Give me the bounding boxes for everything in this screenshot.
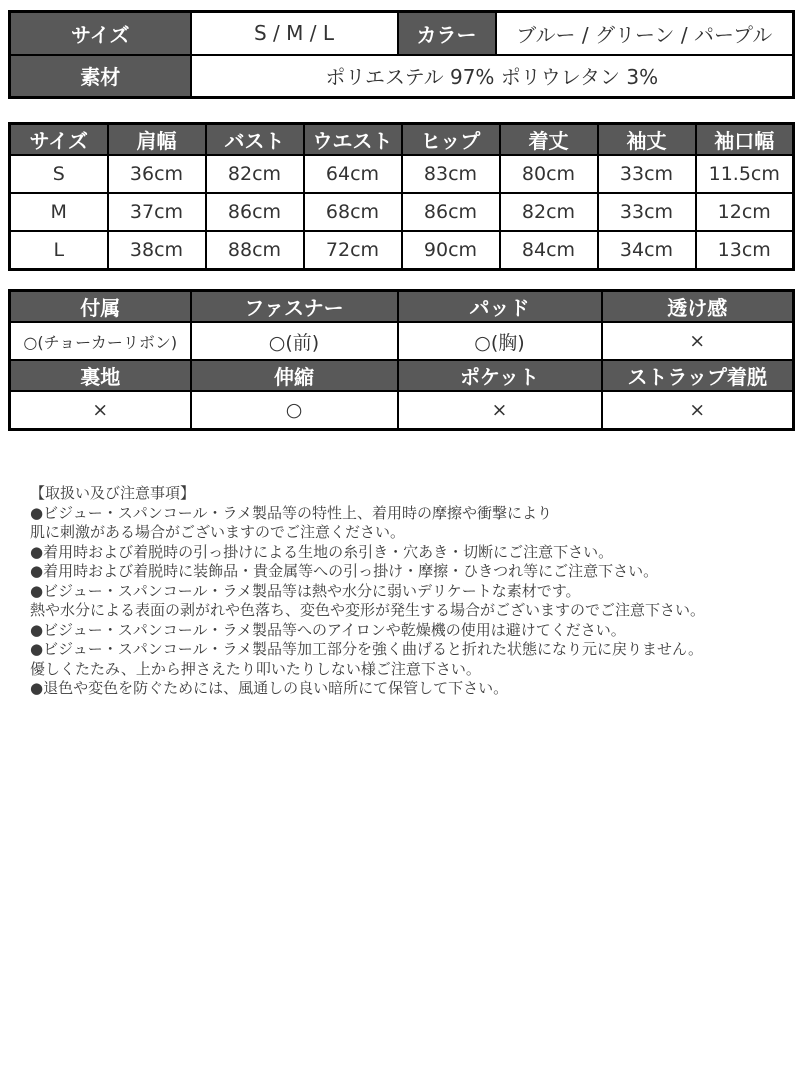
cell-s-shoulder: 36cm <box>108 155 206 193</box>
cell-l-length: 84cm <box>500 231 598 269</box>
cell-m-length: 82cm <box>500 193 598 231</box>
notes-line: 肌に刺激がある場合がございますのでご注意ください。 <box>30 523 406 541</box>
header-sheerness: 透け感 <box>602 291 794 323</box>
col-header-hip: ヒップ <box>402 124 500 156</box>
measurements-row-m <box>10 193 794 231</box>
col-header-sleeve: 袖丈 <box>598 124 696 156</box>
cell-s-bust: 82cm <box>206 155 304 193</box>
color-label: カラー <box>398 12 496 55</box>
value-sheerness: × <box>602 322 794 360</box>
header-stretch: 伸縮 <box>191 360 398 391</box>
features-table <box>8 289 795 431</box>
cell-s-cuff: 11.5cm <box>696 155 794 193</box>
cell-l-sleeve: 34cm <box>598 231 696 269</box>
value-accessory: ○(チョーカーリボン) <box>10 322 191 360</box>
material-value: ポリエステル 97% ポリウレタン 3% <box>191 55 794 98</box>
info-row-size-color <box>10 12 794 55</box>
value-fastener: ○(前) <box>191 322 398 360</box>
color-value: ブルー / グリーン / パープル <box>496 12 794 55</box>
features-header-row-2 <box>10 360 794 391</box>
notes-line: ●着用時および着脱時に装飾品・貴金属等への引っ掛け・摩擦・ひきつれ等にご注意下さい。 <box>30 562 659 580</box>
cell-m-hip: 86cm <box>402 193 500 231</box>
header-lining: 裏地 <box>10 360 191 391</box>
value-pocket: × <box>398 391 602 429</box>
cell-l-cuff: 13cm <box>696 231 794 269</box>
info-table <box>8 10 795 99</box>
notes-title: 【取扱い及び注意事項】 <box>30 484 196 502</box>
header-accessory: 付属 <box>10 291 191 323</box>
features-value-row-2 <box>10 391 794 429</box>
cell-m-waist: 68cm <box>304 193 402 231</box>
measurements-table <box>8 122 795 271</box>
cell-l-size: L <box>10 231 108 269</box>
size-label: サイズ <box>10 12 191 55</box>
header-strap: ストラップ着脱 <box>602 360 794 391</box>
col-header-shoulder: 肩幅 <box>108 124 206 156</box>
cell-m-cuff: 12cm <box>696 193 794 231</box>
cell-l-waist: 72cm <box>304 231 402 269</box>
size-value: S / M / L <box>191 12 398 55</box>
cell-m-sleeve: 33cm <box>598 193 696 231</box>
notes-line: 熱や水分による表面の剥がれや色落ち、変色や変形が発生する場合がございますのでご注意下さい。 <box>30 601 706 619</box>
value-lining: × <box>10 391 191 429</box>
col-header-bust: バスト <box>206 124 304 156</box>
col-header-size: サイズ <box>10 124 108 156</box>
cell-s-waist: 64cm <box>304 155 402 193</box>
header-fastener: ファスナー <box>191 291 398 323</box>
cell-m-bust: 86cm <box>206 193 304 231</box>
notes-line: ●ビジュー・スパンコール・ラメ製品等加工部分を強く曲げると折れた状態になり元に戻りません。 <box>30 640 703 658</box>
cell-s-length: 80cm <box>500 155 598 193</box>
header-pocket: ポケット <box>398 360 602 391</box>
cell-m-size: M <box>10 193 108 231</box>
notes-line: ●着用時および着脱時の引っ掛けによる生地の糸引き・穴あき・切断にご注意下さい。 <box>30 542 614 561</box>
measurements-row-l <box>10 231 794 269</box>
cell-l-bust: 88cm <box>206 231 304 269</box>
col-header-waist: ウエスト <box>304 124 402 156</box>
notes-line: ●ビジュー・スパンコール・ラメ製品等へのアイロンや乾燥機の使用は避けてください。 <box>30 620 626 639</box>
notes-line: ●ビジュー・スパンコール・ラメ製品等は熱や水分に弱いデリケートな素材です。 <box>30 581 581 600</box>
cell-s-sleeve: 33cm <box>598 155 696 193</box>
care-notes <box>30 484 780 699</box>
value-stretch: ○ <box>191 391 398 429</box>
col-header-length: 着丈 <box>500 124 598 156</box>
notes-line: ●退色や変色を防ぐためには、風通しの良い暗所にて保管して下さい。 <box>30 679 509 697</box>
cell-m-shoulder: 37cm <box>108 193 206 231</box>
col-header-cuff: 袖口幅 <box>696 124 794 156</box>
features-value-row-1 <box>10 322 794 360</box>
notes-line: ●ビジュー・スパンコール・ラメ製品等の特性上、着用時の摩擦や衝撃により <box>30 503 553 522</box>
features-header-row-1 <box>10 291 794 323</box>
material-label: 素材 <box>10 55 191 98</box>
cell-l-shoulder: 38cm <box>108 231 206 269</box>
measurements-header-row <box>10 124 794 156</box>
cell-s-size: S <box>10 155 108 193</box>
notes-line: 優しくたたみ、上から押さえたり叩いたりしない様ご注意下さい。 <box>30 659 481 678</box>
measurements-row-s <box>10 155 794 193</box>
header-pad: パッド <box>398 291 602 323</box>
cell-l-hip: 90cm <box>402 231 500 269</box>
cell-s-hip: 83cm <box>402 155 500 193</box>
info-row-material <box>10 55 794 98</box>
value-strap: × <box>602 391 794 429</box>
value-pad: ○(胸) <box>398 322 602 360</box>
